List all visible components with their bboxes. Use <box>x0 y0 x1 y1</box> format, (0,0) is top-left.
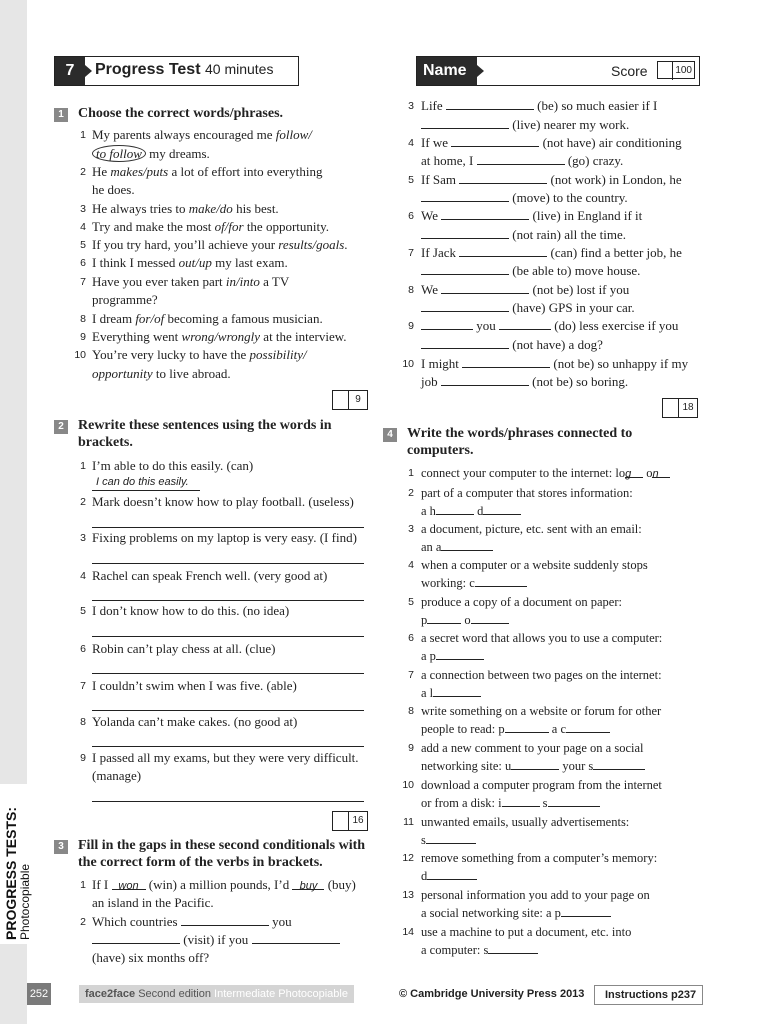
question-item: personal information you add to your page on <box>421 888 650 902</box>
question-number: 5 <box>408 174 414 186</box>
section-number: 3 <box>54 840 68 854</box>
question-number: 14 <box>402 926 414 938</box>
question-item: Mark doesn’t know how to play football. (useless) <box>92 494 354 509</box>
question-item: a secret word that allows you to use a computer: <box>421 631 663 645</box>
question-number: 7 <box>80 680 86 692</box>
question-number: 7 <box>408 247 414 259</box>
question-number: 3 <box>80 532 86 544</box>
answer-line[interactable] <box>92 673 364 674</box>
question-item: a connection between two pages on the internet: <box>421 668 662 682</box>
question-item: s <box>421 831 476 849</box>
question-number: 3 <box>408 523 414 535</box>
answer-line <box>92 490 200 491</box>
answer-line[interactable] <box>92 710 364 711</box>
question-item: (live) nearer my work. <box>421 116 629 134</box>
question-item: an island in the Pacific. <box>92 895 214 910</box>
question-number: 8 <box>408 284 414 296</box>
question-item: produce a copy of a document on paper: <box>421 595 622 609</box>
question-item: a l <box>421 684 481 702</box>
question-number: 8 <box>80 716 86 728</box>
question-item: a computer: s <box>421 941 538 959</box>
question-item: d <box>421 867 477 885</box>
example-answer: won <box>112 877 146 890</box>
sidebar-line2: Photocopiable <box>18 863 32 940</box>
question-number: 1 <box>80 129 86 141</box>
question-number: 6 <box>80 257 86 269</box>
question-item: you (do) less exercise if you <box>421 317 678 335</box>
question-item: (not have) a dog? <box>421 336 603 354</box>
question-item: (be able to) move house. <box>421 262 640 280</box>
question-item: when a computer or a website suddenly stops <box>421 558 648 572</box>
section-title: Write the words/phrases connected to computers. <box>407 426 633 458</box>
question-number: 4 <box>408 559 414 571</box>
answer-line[interactable] <box>92 636 364 637</box>
question-item: Robin can’t play chess at all. (clue) <box>92 641 276 656</box>
question-item: opportunity to live abroad. <box>92 366 231 381</box>
sidebar-label <box>4 807 32 940</box>
question-number: 1 <box>80 879 86 891</box>
gap-blank[interactable] <box>471 611 509 624</box>
gap-blank[interactable] <box>561 904 611 917</box>
arrow-icon <box>85 65 92 77</box>
gap-blank[interactable] <box>441 538 493 551</box>
question-item: If I won (win) a million pounds, I’d buy (buy) <box>92 877 356 892</box>
question-number: 12 <box>402 852 414 864</box>
arrow-icon <box>477 65 484 77</box>
section-title: Choose the correct words/phrases. <box>78 106 284 121</box>
question-number: 5 <box>80 239 86 251</box>
question-number: 10 <box>402 779 414 791</box>
question-number: 5 <box>408 596 414 608</box>
example-answer: g <box>625 465 643 478</box>
question-number: 6 <box>408 632 414 644</box>
gap-blank[interactable] <box>505 720 549 733</box>
question-item: He always tries to make/do his best. <box>92 201 279 216</box>
test-title <box>95 61 273 79</box>
question-item: a document, picture, etc. sent with an email: <box>421 522 642 536</box>
question-number: 13 <box>402 889 414 901</box>
circled-option: to follow <box>92 145 146 162</box>
section-title: Rewrite these sentences using the words in brackets. <box>78 418 332 450</box>
page-number: 252 <box>27 983 51 1005</box>
question-item: Life (be) so much easier if I <box>421 98 658 113</box>
gap-blank[interactable] <box>566 720 610 733</box>
gap-blank[interactable] <box>92 931 180 944</box>
name-score-header <box>416 56 700 86</box>
answer-line[interactable] <box>92 563 364 564</box>
question-item: a p <box>421 647 484 665</box>
question-item: (move) to the country. <box>421 189 628 207</box>
section-number: 1 <box>54 108 68 122</box>
question-number: 9 <box>80 331 86 343</box>
gap-blank[interactable] <box>427 867 477 880</box>
section-title: Fill in the gaps in these second conditionals with the correct form of the verbs in brackets. <box>78 838 366 870</box>
question-item: I couldn’t swim when I was five. (able) <box>92 678 297 693</box>
gap-blank[interactable] <box>433 684 481 697</box>
section-number: 2 <box>54 420 68 434</box>
question-item: I passed all my exams, but they were very difficult. <box>92 750 359 765</box>
question-number: 2 <box>80 166 86 178</box>
question-number: 2 <box>80 916 86 928</box>
sidebar-line1: PROGRESS TESTS: <box>3 806 19 940</box>
question-item: remove something from a computer’s memory: <box>421 851 658 865</box>
gap-blank[interactable] <box>475 574 527 587</box>
question-item: he does. <box>92 182 135 197</box>
question-number: 4 <box>80 221 86 233</box>
duration-text: 40 minutes <box>204 61 274 77</box>
gap-blank[interactable] <box>181 913 269 926</box>
question-number: 5 <box>80 605 86 617</box>
question-number: 4 <box>80 570 86 582</box>
question-number: 1 <box>408 467 414 479</box>
question-number: 1 <box>80 460 86 472</box>
question-item: Which countries you <box>92 914 292 929</box>
question-number: 2 <box>408 487 414 499</box>
question-number: 10 <box>402 358 414 370</box>
gap-blank[interactable] <box>502 794 540 807</box>
question-item: Fixing problems on my laptop is very easy. (I find) <box>92 530 357 545</box>
question-number: 6 <box>408 210 414 222</box>
answer-line[interactable] <box>92 527 364 528</box>
question-item: Rachel can speak French well. (very good at) <box>92 568 328 583</box>
question-item: connect your computer to the internet: log on <box>421 464 670 482</box>
question-number: 9 <box>408 742 414 754</box>
question-item: an a <box>421 538 493 556</box>
test-header <box>54 56 299 86</box>
section-number: 4 <box>383 428 397 442</box>
question-item: (visit) if you <box>92 931 340 949</box>
title-text: Progress Test <box>95 61 201 78</box>
question-item: (manage) <box>92 768 142 783</box>
answer-line[interactable] <box>92 801 364 802</box>
question-item: to follow my dreams. <box>92 145 210 163</box>
question-item: If Jack (can) find a better job, he <box>421 245 682 260</box>
question-item: I don’t know how to do this. (no idea) <box>92 603 290 618</box>
question-item: a social networking site: a p <box>421 904 611 922</box>
question-item: He makes/puts a lot of effort into everything <box>92 164 323 179</box>
question-item: My parents always encouraged me follow/ <box>92 127 312 142</box>
question-item: Yolanda can’t make cakes. (no good at) <box>92 714 298 729</box>
gap-blank[interactable] <box>426 831 476 844</box>
section-score-box: 16 <box>332 811 368 831</box>
question-item: add a new comment to your page on a social <box>421 741 644 755</box>
question-number: 10 <box>74 349 86 361</box>
question-item: I’m able to do this easily. (can) <box>92 458 254 473</box>
question-item: job (not be) so boring. <box>421 374 629 389</box>
question-item: (not rain) all the time. <box>421 226 626 244</box>
question-item: If you try hard, you’ll achieve your results/goals. <box>92 237 348 252</box>
gap-blank[interactable] <box>488 941 538 954</box>
question-number: 4 <box>408 137 414 149</box>
section-score-box: 18 <box>662 398 698 418</box>
gap-blank[interactable] <box>252 931 340 944</box>
name-label: Name <box>417 57 477 85</box>
question-number: 2 <box>80 496 86 508</box>
option: follow/ <box>275 127 312 142</box>
question-number: 9 <box>80 752 86 764</box>
test-number: 7 <box>55 57 85 85</box>
gap-blank[interactable] <box>436 647 484 660</box>
score-total: 100 <box>657 61 695 79</box>
gap-blank[interactable] <box>483 502 521 515</box>
question-number: 7 <box>408 669 414 681</box>
example-answer: buy <box>292 877 324 890</box>
question-item: p o <box>421 611 509 629</box>
question-item: Everything went wrong/wrongly at the interview. <box>92 329 347 344</box>
question-item: You’re very lucky to have the possibility/ <box>92 347 307 362</box>
question-item: Try and make the most of/for the opportunity. <box>92 219 330 234</box>
question-item: use a machine to put a document, etc. into <box>421 925 632 939</box>
gap-blank[interactable] <box>436 502 474 515</box>
question-number: 7 <box>80 276 86 288</box>
question-item: write something on a website or forum for other <box>421 704 662 718</box>
copyright: © Cambridge University Press 2013 <box>399 988 585 1000</box>
instructions-link[interactable]: Instructions p237 <box>594 985 703 1005</box>
question-item: We (live) in England if it <box>421 208 643 223</box>
question-item: We (not be) lost if you <box>421 282 630 297</box>
question-item: I might (not be) so unhappy if my <box>421 356 689 371</box>
question-item: (have) six months off? <box>92 950 210 965</box>
question-number: 9 <box>408 320 414 332</box>
question-item: or from a disk: i s <box>421 794 600 812</box>
question-number: 8 <box>80 313 86 325</box>
gap-blank[interactable] <box>427 611 461 624</box>
question-item: at home, I (go) crazy. <box>421 153 624 168</box>
question-item: download a computer program from the internet <box>421 778 662 792</box>
question-item: I think I messed out/up my last exam. <box>92 255 288 270</box>
answer-line[interactable] <box>92 746 364 747</box>
score-label: Score <box>611 63 648 79</box>
gap-blank[interactable] <box>511 757 559 770</box>
section-score-box: 9 <box>332 390 368 410</box>
footer-brand: face2face Second edition Intermediate Photocopiable <box>79 985 354 1003</box>
question-item: (have) GPS in your car. <box>421 299 635 317</box>
question-number: 3 <box>80 203 86 215</box>
question-item: working: c <box>421 574 527 592</box>
question-item: I dream for/of becoming a famous musician. <box>92 311 323 326</box>
question-item: programme? <box>92 292 158 307</box>
gap-blank[interactable] <box>548 794 600 807</box>
question-item: If Sam (not work) in London, he <box>421 172 682 187</box>
example-answer: I can do this easily. <box>96 476 189 488</box>
question-item: networking site: u your s <box>421 757 645 775</box>
question-item: If we (not have) air conditioning <box>421 135 682 150</box>
question-number: 6 <box>80 643 86 655</box>
gap-blank[interactable] <box>593 757 645 770</box>
question-item: part of a computer that stores information: <box>421 486 633 500</box>
question-number: 8 <box>408 705 414 717</box>
question-item: Have you ever taken part in/into a TV <box>92 274 290 289</box>
question-number: 11 <box>403 816 414 828</box>
question-item: a h d <box>421 502 521 520</box>
question-item: unwanted emails, usually advertisements: <box>421 815 630 829</box>
question-item: people to read: p a c <box>421 720 610 738</box>
example-answer: n <box>652 465 670 478</box>
answer-line[interactable] <box>92 600 364 601</box>
question-number: 3 <box>408 100 414 112</box>
